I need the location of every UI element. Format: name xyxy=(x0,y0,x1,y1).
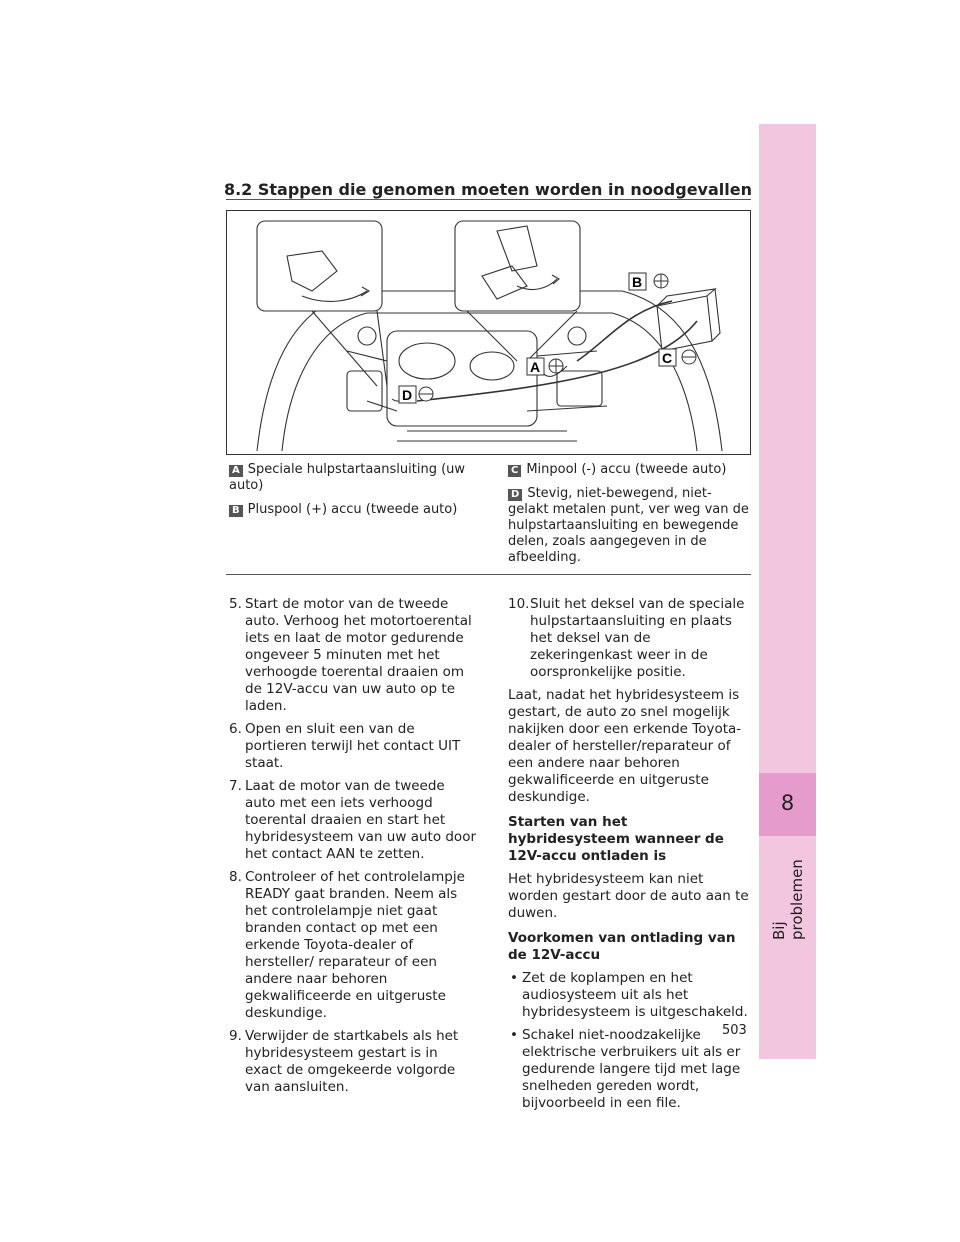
caption-column-right xyxy=(508,462,752,574)
caption-badge: B xyxy=(229,505,243,517)
bullet-item xyxy=(508,970,752,1021)
step-5 xyxy=(229,596,479,715)
subheading: Voorkomen van ontlading van de 12V-accu xyxy=(508,930,736,963)
body-column-left xyxy=(229,596,479,1102)
bullet-dot: • xyxy=(510,970,518,986)
step-text: Laat de motor van de tweede auto met een iets verhoogd toerental draaien en start het hybridesysteem van uw auto door het contact AAN te zetten. xyxy=(245,778,477,862)
body-column-right xyxy=(508,596,752,1118)
bullet-text: Zet de koplampen en het audiosysteem uit als het hybridesysteem is uitgeschakeld. xyxy=(522,970,748,1020)
jump-start-illustration xyxy=(226,210,751,455)
engine-bay-drawing xyxy=(227,211,751,455)
step-number: 6. xyxy=(229,721,242,737)
step-text: Controleer of het controlelampje READY gaat branden. Neem als het controlelampje niet gaat branden contact op met een erkende Toyota-dealer of hersteller/ reparateur of een andere naar behoren gekwalificeerde en uitgeruste deskundige. xyxy=(245,869,465,1021)
step-8 xyxy=(229,869,479,1022)
step-text: Start de motor van de tweede auto. Verhoog het motortoerental iets en laat de motor gedurende ongeveer 5 minuten met het verhoogde toerental draaien om de 12V-accu van uw auto op te laden. xyxy=(245,596,472,714)
caption-badge: A xyxy=(229,465,243,477)
label-d: D xyxy=(402,387,413,403)
step-number: 8. xyxy=(229,869,242,885)
caption-text: Stevig, niet-bewegend, niet-gelakt metalen punt, ver weg van de hulpstartaansluiting en bewegende delen, zoals aangegeven in de afbeelding. xyxy=(508,486,749,565)
chapter-number: 8 xyxy=(780,791,795,815)
caption-text: Minpool (-) accu (tweede auto) xyxy=(526,462,727,477)
step-7 xyxy=(229,778,479,863)
paragraph: Het hybridesysteem kan niet worden gestart door de auto aan te duwen. xyxy=(508,871,749,921)
caption-b xyxy=(229,502,474,518)
step-number: 10. xyxy=(508,596,530,612)
label-c: C xyxy=(662,350,673,366)
chapter-label: Bij problemen xyxy=(770,859,806,940)
step-6 xyxy=(229,721,479,772)
caption-column-left xyxy=(229,462,474,526)
paragraph: Laat, nadat het hybridesysteem is gestart, de auto zo snel mogelijk nakijken door een erkende Toyota-dealer of hersteller/reparateur of een andere naar behoren gekwalificeerde en uitgeruste deskundige. xyxy=(508,687,742,805)
bullet-text: Schakel niet-noodzakelijke elektrische verbruikers uit als er gedurende langere tijd met lage snelheden gereden wordt, bijvoorbeeld in een file. xyxy=(522,1027,741,1111)
step-9 xyxy=(229,1028,479,1096)
header-divider xyxy=(226,199,751,200)
caption-a xyxy=(229,462,474,494)
label-a: A xyxy=(530,359,541,375)
caption-badge: D xyxy=(508,489,522,501)
caption-text: Speciale hulpstartaansluiting (uw auto) xyxy=(229,462,466,493)
label-b: B xyxy=(632,274,643,290)
caption-badge: C xyxy=(508,465,521,477)
section-divider xyxy=(226,574,751,575)
bullet-item xyxy=(508,1027,752,1112)
step-number: 7. xyxy=(229,778,242,794)
caption-c xyxy=(508,462,752,478)
step-number: 5. xyxy=(229,596,242,612)
step-text: Sluit het deksel van de speciale hulpstartaansluiting en plaats het deksel van de zekeringenkast weer in de oorspronkelijke positie. xyxy=(530,596,745,680)
bullet-dot: • xyxy=(510,1027,518,1043)
section-title: 8.2 Stappen die genomen moeten worden in noodgevallen xyxy=(223,180,752,199)
step-text: Open en sluit een van de portieren terwijl het contact UIT staat. xyxy=(245,721,461,771)
step-number: 9. xyxy=(229,1028,242,1044)
subheading: Starten van het hybridesysteem wanneer de 12V-accu ontladen is xyxy=(508,814,724,864)
step-10 xyxy=(508,596,752,681)
page-number: 503 xyxy=(722,1023,747,1038)
caption-d xyxy=(508,486,752,566)
caption-text: Pluspool (+) accu (tweede auto) xyxy=(247,502,458,517)
step-text: Verwijder de startkabels als het hybridesysteem gestart is in exact de omgekeerde volgorde van aansluiten. xyxy=(245,1028,459,1095)
